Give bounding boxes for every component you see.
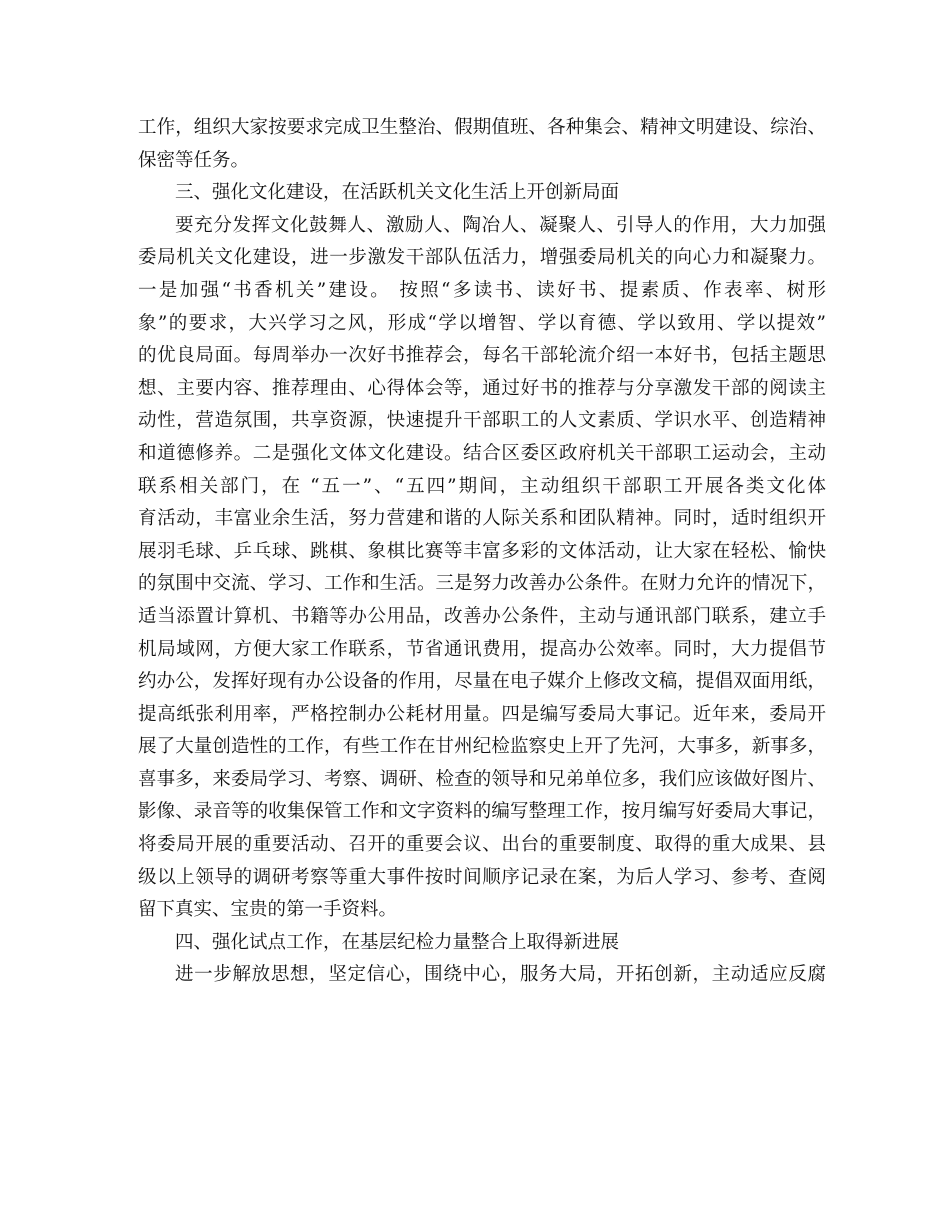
text-line: 育活动，丰富业余生活，努力营建和谐的人际关系和团队精神。同时，适时组织开 xyxy=(138,508,826,530)
text-line: 机局域网，方便大家工作联系，节省通讯费用，提高办公效率。同时，大力提倡节 xyxy=(138,638,826,660)
text-line: 的氛围中交流、学习、工作和生活。三是努力改善办公条件。在财力允许的情况下， xyxy=(138,573,826,595)
text-line: 留下真实、宝贵的第一手资料。 xyxy=(138,899,398,921)
text-line: 象”的要求，大兴学习之风，形成“学以增智、学以育德、学以致用、学以提效” xyxy=(138,312,826,334)
text-line: 将委局开展的重要活动、召开的重要会议、出台的重要制度、取得的重大成果、县 xyxy=(138,834,826,856)
text-line: 想、主要内容、推荐理由、心得体会等，通过好书的推荐与分享激发干部的阅读主 xyxy=(138,377,826,399)
text-line: 展了大量创造性的工作，有些工作在甘州纪检监察史上开了先河，大事多，新事多， xyxy=(138,736,826,758)
text-line: 动性，营造氛围，共享资源，快速提升干部职工的人文素质、学识水平、创造精神 xyxy=(138,410,826,432)
text-line: 保密等任务。 xyxy=(138,149,250,171)
text-line: 约办公，发挥好现有办公设备的作用，尽量在电子媒介上修改文稿，提倡双面用纸， xyxy=(138,671,826,693)
text-line: 影像、录音等的收集保管工作和文字资料的编写整理工作，按月编写好委局大事记， xyxy=(138,801,826,823)
text-line: 级以上领导的调研考察等重大事件按时间顺序记录在案，为后人学习、参考、查阅 xyxy=(138,866,826,888)
text-line: 提高纸张利用率，严格控制办公耗材用量。四是编写委局大事记。近年来，委局开 xyxy=(138,703,826,725)
text-line: 联系相关部门，在 “五一”、“五四”期间，主动组织干部职工开展各类文化体 xyxy=(138,475,826,497)
section-heading: 四、强化试点工作，在基层纪检力量整合上取得新进展 xyxy=(175,931,620,953)
text-line: 进一步解放思想，坚定信心，围绕中心，服务大局，开拓创新，主动适应反腐 xyxy=(175,964,826,986)
document-body xyxy=(138,112,826,992)
section-heading: 三、强化文化建设，在活跃机关文化生活上开创新局面 xyxy=(175,182,620,204)
text-line: 和道德修养。二是强化文体文化建设。结合区委区政府机关干部职工运动会，主动 xyxy=(138,442,826,464)
text-line: 要充分发挥文化鼓舞人、激励人、陶冶人、凝聚人、引导人的作用，大力加强 xyxy=(175,214,826,236)
text-line: 喜事多，来委局学习、考察、调研、检查的领导和兄弟单位多，我们应该做好图片、 xyxy=(138,768,826,790)
text-line: 一是加强“书香机关”建设。 按照“多读书、读好书、提素质、作表率、树形 xyxy=(138,279,826,301)
text-line: 展羽毛球、乒乓球、跳棋、象棋比赛等丰富多彩的文体活动，让大家在轻松、愉快 xyxy=(138,540,826,562)
text-line: 委局机关文化建设，进一步激发干部队伍活力，增强委局机关的向心力和凝聚力。 xyxy=(138,247,826,269)
text-line: 适当添置计算机、书籍等办公用品，改善办公条件，主动与通讯部门联系，建立手 xyxy=(138,605,826,627)
text-line: 工作，组织大家按要求完成卫生整治、假期值班、各种集会、精神文明建设、综治、 xyxy=(138,117,826,138)
text-line: 的优良局面。每周举办一次好书推荐会，每名干部轮流介绍一本好书，包括主题思 xyxy=(138,345,826,367)
